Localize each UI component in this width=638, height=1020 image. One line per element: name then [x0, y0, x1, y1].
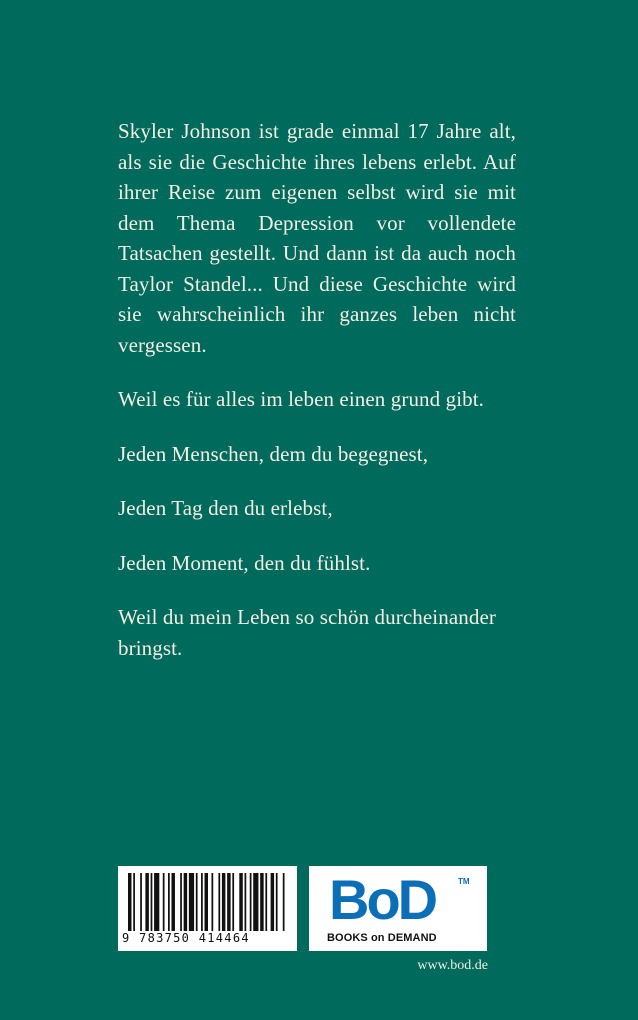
- barcode-bar: [283, 873, 285, 931]
- barcode-bar: [140, 873, 142, 931]
- blurb-paragraph-day: Jeden Tag den du erlebst,: [118, 496, 333, 520]
- publisher-url: www.bod.de: [417, 958, 488, 973]
- barcode-bar: [239, 873, 242, 931]
- publisher-tagline: BOOKS on DEMAND: [327, 932, 437, 944]
- barcode-bar: [232, 873, 234, 931]
- blurb-paragraph-synopsis: Skyler Johnson ist grade einmal 17 Jahre alt, als sie die Geschichte ihres lebens erlebt. Auf ihrer Reise zum eigenen selbst wird sie mit dem Thema Depression vor vollendete Tatsachen gestellt. Und dann ist da auch noch Taylor Standel... Und diese Geschichte wird sie wahrscheinlich ihr ganzes leben nicht vergessen.: [118, 119, 516, 357]
- barcode-bar: [151, 873, 153, 931]
- barcode-bar: [222, 873, 225, 931]
- barcode-bar: [180, 873, 182, 931]
- barcode-bar: [128, 873, 131, 931]
- blurb-paragraph-closing: Weil du mein Leben so schön durcheinander bringst.: [118, 605, 496, 660]
- blurb-text: [118, 116, 516, 687]
- barcode-bar: [211, 873, 213, 931]
- barcode-bar: [265, 873, 267, 931]
- barcode-bar: [250, 873, 252, 931]
- trademark-mark: TM: [458, 877, 470, 886]
- barcode-bar: [271, 873, 274, 931]
- barcode-bar: [196, 873, 198, 931]
- isbn-barcode: [118, 866, 297, 951]
- barcode-bar: [171, 873, 174, 931]
- publisher-logo: [309, 866, 487, 951]
- barcode-bar: [201, 873, 203, 931]
- barcode-bar: [168, 873, 170, 931]
- barcode-bar: [205, 873, 208, 931]
- barcode-bar: [184, 873, 187, 931]
- barcode-bar: [227, 873, 230, 931]
- barcode-bar: [245, 873, 247, 931]
- barcode-bar: [154, 873, 159, 931]
- barcode-bar: [276, 873, 278, 931]
- blurb-paragraph-moment: Jeden Moment, den du fühlst.: [118, 550, 371, 575]
- barcode-bar: [260, 873, 263, 931]
- bod-logo-text: BoD: [329, 868, 436, 931]
- barcode-bar: [133, 873, 135, 931]
- barcode-bar: [145, 873, 148, 931]
- barcode-bar: [189, 873, 194, 931]
- blurb-paragraph-reason: Weil es für alles im leben einen grund gibt.: [118, 387, 485, 411]
- barcode-bar: [218, 873, 220, 931]
- barcode-bar: [253, 873, 258, 931]
- barcode-icon: [128, 873, 288, 931]
- barcode-bar: [163, 873, 165, 931]
- isbn-digits: 9 783750 414464: [122, 931, 250, 945]
- blurb-paragraph-people: Jeden Menschen, dem du begegnest,: [118, 441, 429, 466]
